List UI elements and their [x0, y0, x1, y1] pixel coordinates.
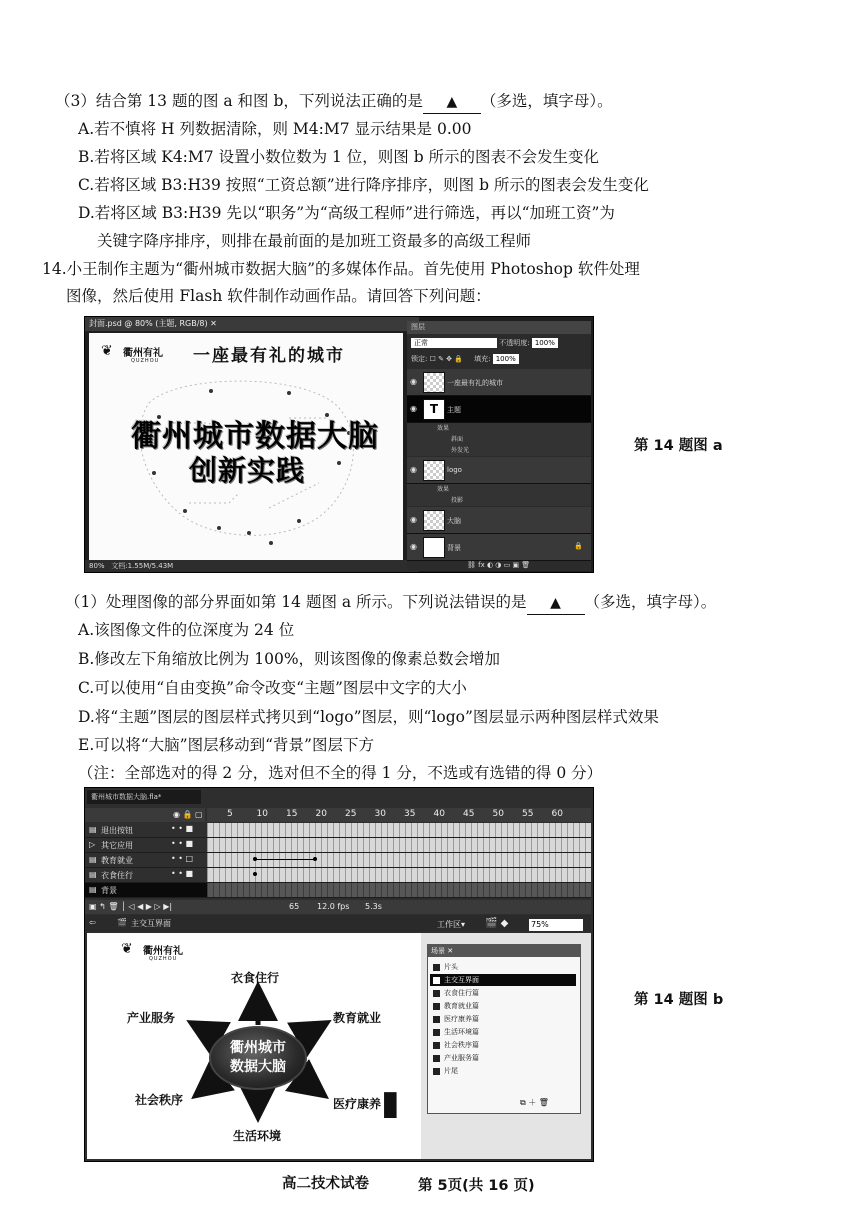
blend-controls: [411, 338, 558, 348]
frame-number: 40: [433, 809, 445, 819]
layer-row[interactable]: [407, 507, 591, 534]
layers-tab[interactable]: 图层: [407, 321, 591, 334]
node-bottom[interactable]: 生活环境: [233, 1129, 282, 1143]
layers-panel: [407, 321, 591, 571]
scene-icon: [433, 1055, 440, 1062]
layer-thumbnail: [423, 460, 445, 481]
lock-icon: 🔒: [574, 542, 583, 550]
scene-icon: [433, 1016, 440, 1023]
frame-number: 25: [345, 809, 357, 819]
sub-question-1-suffix: （多选，填字母）。: [584, 593, 717, 611]
slogan-text: 一座最有礼的城市: [193, 346, 345, 366]
layer-thumbnail: [423, 510, 445, 531]
question-14-intro-2: 图像，然后使用 Flash 软件制作动画作品。请回答下列问题：: [66, 287, 491, 305]
logo-subtitle: QUZHOU: [149, 956, 178, 962]
option-a: A.该图像文件的位深度为 24 位: [78, 621, 295, 639]
fill-label: 填充:: [474, 355, 491, 363]
layer-row[interactable]: [407, 534, 591, 561]
option-e: E.可以将“大脑”图层移动到“背景”图层下方: [78, 736, 374, 754]
option-d: D.将“主题”图层的图层样式拷贝到“logo”图层，则“logo”图层显示两种图层样式效果: [78, 708, 659, 726]
photoshop-screenshot: [84, 316, 594, 573]
theme-title-line2: 创新实践: [189, 454, 306, 487]
scene-item[interactable]: 社会秩序篇: [430, 1039, 576, 1051]
timeline-layer-name: 教育就业: [101, 856, 133, 865]
option-c: C.可以使用“自由变换”命令改变“主题”图层中文字的大小: [78, 679, 467, 697]
layer-icon: ▤: [89, 885, 97, 894]
timeline-tool-icons[interactable]: ▣ ↰ 🗑 │ ◁ ◀ ▶ ▷ ▶|: [89, 902, 173, 911]
logo-subtitle: QUZHOU: [131, 358, 160, 364]
option-a: A.若不慎将 H 列数据清除，则 M4:M7 显示结果是 0.00: [78, 120, 472, 138]
layer-name: 一座最有礼的城市: [447, 379, 503, 387]
layer-icon: ▤: [89, 825, 97, 834]
eye-column-icon: ◉ 🔒 ▢: [173, 810, 203, 819]
answer-blank: ▲: [423, 91, 481, 114]
keyframe: [313, 857, 317, 861]
workspace-menu[interactable]: 工作区▾: [437, 920, 466, 929]
fill-input[interactable]: 100%: [493, 354, 519, 364]
frame-number: 20: [315, 809, 327, 819]
effect-item[interactable]: 斜面: [407, 434, 591, 445]
timeline-layer[interactable]: ▤ 衣食住行 • • ■: [85, 868, 591, 883]
timeline-status: [85, 900, 591, 914]
effect-item[interactable]: 投影: [407, 495, 591, 506]
layer-frames[interactable]: [207, 853, 591, 867]
scoring-note: （注：全部选对的得 2 分，选对但不全的得 1 分，不选或有选错的得 0 分）: [78, 764, 603, 782]
frame-rate: 12.0 fps: [317, 902, 350, 911]
scene-panel-title: 场景 ✕: [428, 945, 580, 957]
timeline-layer[interactable]: ▤ 教育就业 • • □: [85, 853, 591, 868]
scene-icon: [433, 1042, 440, 1049]
logo-name: 衢州有礼: [123, 348, 163, 359]
scene-item[interactable]: 片头: [430, 961, 576, 973]
scene-icon: [433, 1068, 440, 1075]
scene-item[interactable]: 片尾: [430, 1065, 576, 1077]
ps-document-title: 封面.psd @ 80% (主题, RGB/8) ✕: [85, 317, 419, 331]
question-3-suffix: （多选，填字母）。: [480, 92, 613, 110]
layer-thumbnail: [423, 537, 445, 558]
frame-number: 10: [256, 809, 268, 819]
timeline-header: [85, 808, 205, 822]
frame-number: 35: [404, 809, 416, 819]
scene-item-selected[interactable]: 主交互界面: [430, 974, 576, 986]
question-3-stem: [55, 90, 613, 114]
frame-number: 55: [522, 809, 534, 819]
visibility-eye-icon[interactable]: ◉: [410, 404, 417, 413]
sub-question-1-stem: [65, 591, 716, 615]
layer-frames[interactable]: [207, 838, 591, 852]
effect-item[interactable]: 外发光: [407, 445, 591, 456]
frame-number: 50: [492, 809, 504, 819]
scene-panel: [427, 944, 581, 1114]
timeline-layer-name: 退出按钮: [101, 826, 133, 835]
elapsed-time: 5.3s: [365, 902, 382, 911]
zoom-level[interactable]: 80%: [89, 562, 105, 570]
option-b: B.修改左下角缩放比例为 100%，则该图像的像素总数会增加: [78, 650, 501, 668]
layer-row[interactable]: [407, 369, 591, 396]
layer-row-selected[interactable]: [407, 396, 591, 423]
tween-arrow: [255, 859, 315, 860]
keyframe: [253, 857, 257, 861]
theme-title-line1: 衢州城市数据大脑: [131, 419, 379, 454]
option-c: C.若将区域 B3:H39 按照“工资总额”进行降序排序，则图 b 所示的图表会发生变化: [78, 176, 649, 194]
option-d: D.若将区域 B3:H39 先以“职务”为“高级工程师”进行筛选，再以“加班工资”为: [78, 204, 615, 222]
effects-group[interactable]: [407, 423, 591, 434]
logo-name: 衢州有礼: [143, 946, 183, 957]
scene-icon: [433, 990, 440, 997]
timeline-layer-selected[interactable]: [85, 883, 591, 898]
footer-title: 高二技术试卷: [282, 1176, 369, 1192]
visibility-eye-icon[interactable]: ◉: [410, 542, 417, 551]
text-layer-icon: T: [423, 399, 445, 420]
node-top[interactable]: 衣食住行: [231, 971, 280, 985]
visibility-eye-icon[interactable]: ◉: [410, 465, 417, 474]
central-hub: [209, 1026, 307, 1090]
node-right-upper[interactable]: 教育就业: [333, 1011, 382, 1025]
node-left-lower[interactable]: 社会秩序: [135, 1093, 184, 1107]
scene-icon: [433, 964, 440, 971]
layer-frames[interactable]: [207, 823, 591, 837]
layer-row[interactable]: [407, 457, 591, 484]
logo-icon: ❦: [121, 941, 133, 957]
edit-scene-icon[interactable]: 🎬 ◆: [485, 918, 509, 929]
node-right-lower[interactable]: 医疗康养: [333, 1097, 382, 1111]
scene-item[interactable]: 医疗康养篇: [430, 1013, 576, 1025]
edit-bar: [85, 915, 591, 931]
opacity-input[interactable]: 100%: [532, 338, 558, 348]
timeline-layer-name: 衣食住行: [101, 871, 133, 880]
doc-size: 文档:1.55M/5.43M: [111, 562, 174, 570]
keyframe: [253, 872, 257, 876]
visibility-eye-icon[interactable]: ◉: [410, 377, 417, 386]
timeline-layer[interactable]: ▤ 退出按钮 • • ■: [85, 823, 591, 838]
node-left-upper[interactable]: 产业服务: [127, 1011, 176, 1025]
ps-status-bar: [85, 560, 419, 572]
frame-number: 60: [551, 809, 563, 819]
layer-name: 主题: [447, 406, 461, 414]
flash-screenshot: [84, 787, 594, 1162]
frame-number: 15: [286, 809, 298, 819]
layer-frames[interactable]: [207, 883, 591, 897]
scene-item[interactable]: 衣食住行篇: [430, 987, 576, 999]
ps-canvas: [89, 333, 403, 563]
hub-line-2: 数据大脑: [230, 1059, 286, 1075]
footer-page-number: 第 5页(共 16 页): [418, 1178, 535, 1194]
layer-name: 背景: [447, 544, 461, 552]
visibility-eye-icon[interactable]: ◉: [410, 515, 417, 524]
opacity-label: 不透明度:: [499, 339, 530, 347]
frame-number: 45: [463, 809, 475, 819]
timeline-layer-name: 背景: [101, 886, 117, 895]
scene-icon: [433, 977, 440, 984]
effects-label: 效果: [437, 425, 450, 432]
scene-icon: [433, 1003, 440, 1010]
layer-name: 大脑: [447, 517, 461, 525]
lock-controls: 锁定: ☐ ✎ ✥ 🔒 填充: 100%: [411, 354, 519, 364]
effects-group[interactable]: 效果: [407, 484, 591, 495]
option-b: B.若将区域 K4:M7 设置小数位数为 1 位，则图 b 所示的图表不会发生变化: [78, 148, 600, 166]
zoom-select[interactable]: 75%: [529, 919, 583, 931]
layer-thumbnail: [423, 372, 445, 393]
folder-icon: ▷: [89, 840, 96, 849]
question-3-prefix: （3）结合第 13 题的图 a 和图 b，下列说法正确的是: [55, 92, 423, 110]
blend-mode-select[interactable]: 正常: [411, 338, 497, 348]
timeline-layer-name: 其它应用: [101, 841, 133, 850]
frame-number: 5: [227, 809, 233, 819]
scene-item[interactable]: 产业服务篇: [430, 1052, 576, 1064]
scene-icon: [433, 1029, 440, 1036]
question-14-intro-1: 14.小王制作主题为“衢州城市数据大脑”的多媒体作品。首先使用 Photoshop 软件处理: [42, 260, 640, 278]
timeline-layer[interactable]: ▷ 其它应用 • • ■: [85, 838, 591, 853]
option-d-continued: 关键字降序排序，则排在最前面的是加班工资最多的高级工程师: [97, 232, 532, 250]
frame-number: 30: [374, 809, 386, 819]
scene-panel-buttons[interactable]: ⧉ ＋ 🗑: [520, 1098, 549, 1107]
stage: [87, 933, 421, 1159]
caption-figure-b: 第 14 题图 b: [634, 992, 724, 1008]
scene-icon: 🎬: [117, 918, 127, 927]
layer-icon: ▤: [89, 855, 97, 864]
current-scene[interactable]: 主交互界面: [131, 919, 171, 928]
caption-figure-a: 第 14 题图 a: [634, 438, 723, 454]
sub-question-1-prefix: （1）处理图像的部分界面如第 14 题图 a 所示。下列说法错误的是: [65, 593, 527, 611]
layer-name: logo: [447, 466, 462, 474]
scene-item[interactable]: 生活环境篇: [430, 1026, 576, 1038]
answer-blank: ▲: [527, 592, 585, 615]
fla-document-tab[interactable]: 衢州城市数据大脑.fla*: [87, 790, 201, 804]
hub-line-1: 衢州城市: [230, 1040, 286, 1056]
lock-label: 锁定:: [411, 355, 428, 363]
layer-icon: ▤: [89, 870, 97, 879]
layer-frames[interactable]: [207, 868, 591, 882]
hand-cursor-icon: ▮: [381, 1083, 400, 1123]
current-frame: 65: [289, 902, 300, 911]
frame-ruler[interactable]: [207, 808, 591, 822]
back-arrow-icon[interactable]: ⇦: [89, 918, 96, 927]
layers-footer-icons[interactable]: ⛓ fx ◐ ◑ ▭ ▣ 🗑: [467, 561, 531, 569]
logo-icon: ❦: [101, 343, 113, 359]
scene-item[interactable]: 教育就业篇: [430, 1000, 576, 1012]
